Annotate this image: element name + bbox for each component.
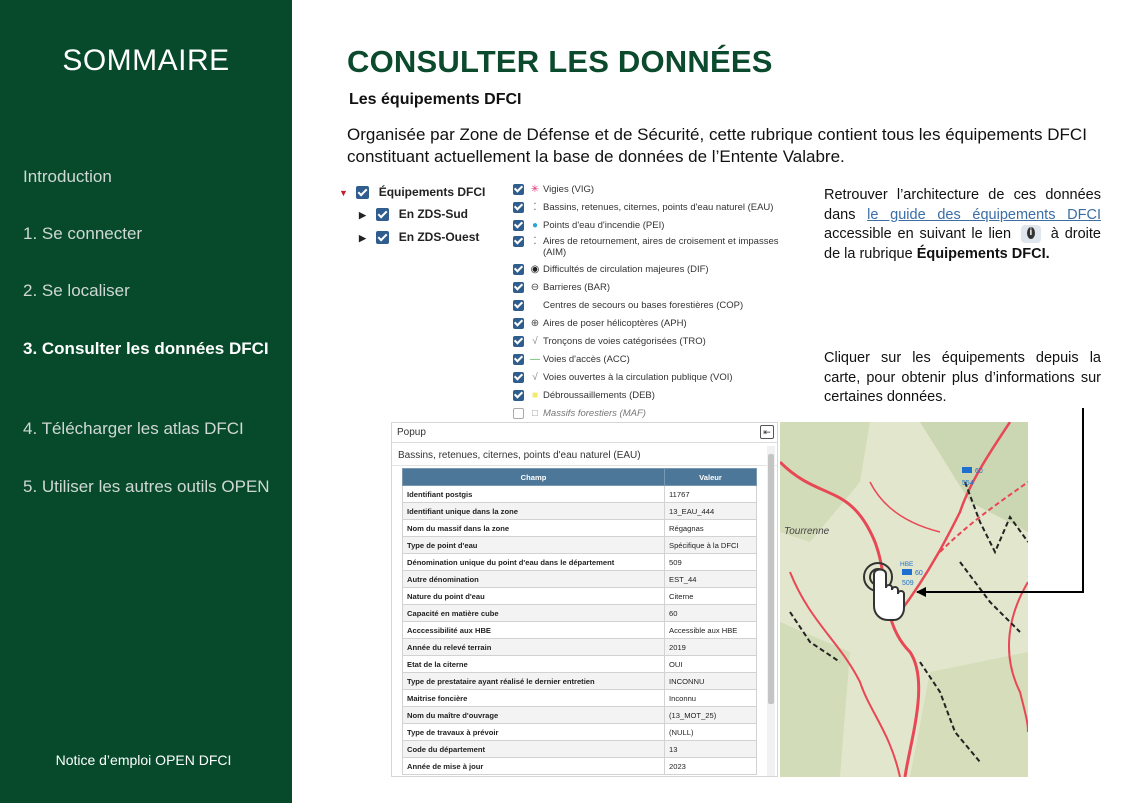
layer-label: Voies ouvertes à la circulation publique (VOI) (543, 372, 733, 384)
table-row (403, 571, 757, 588)
table-row (403, 588, 757, 605)
layer-symbol-icon: ◉ (530, 264, 540, 276)
layer-symbol-icon: ● (531, 220, 539, 232)
layer-label: Vigies (VIG) (543, 184, 595, 196)
field-name-cell: Autre dénomination (403, 571, 665, 588)
table-row (403, 639, 757, 656)
table-row (403, 690, 757, 707)
layer-label-continued: (AIM) (543, 247, 567, 259)
field-value-cell: 2023 (665, 758, 757, 775)
layer-symbol-icon: √ (532, 336, 538, 348)
layer-item[interactable] (513, 390, 655, 401)
layer-label: Barrieres (BAR) (543, 282, 611, 294)
table-row (403, 537, 757, 554)
table-row (403, 673, 757, 690)
field-value-cell: (13_MOT_25) (665, 707, 757, 724)
layer-label: Bassins, retenues, citernes, points d'eau naturel (EAU) (543, 202, 774, 214)
map-view[interactable] (780, 422, 1028, 777)
intro-paragraph: Organisée par Zone de Défense et de Sécurité, cette rubrique contient tous les équipements DFCI constituant actuellement la base de données de l’Entente Valabre. (347, 125, 1087, 166)
tree-item-zds-sud[interactable] (359, 207, 468, 221)
tree-root-label: Équipements DFCI (378, 185, 486, 199)
layer-label: Voies d'accès (ACC) (543, 354, 630, 366)
layer-checkbox[interactable] (513, 220, 524, 231)
popup-panel (391, 422, 778, 777)
sidebar (0, 0, 292, 803)
field-name-cell: Type de point d'eau (403, 537, 665, 554)
map-label-id-top: 554 (962, 480, 974, 487)
layer-label: Tronçons de voies catégorisées (TRO) (543, 336, 706, 348)
field-name-cell: Code du département (403, 741, 665, 758)
field-value-cell: 13_EAU_444 (665, 503, 757, 520)
layer-item[interactable] (513, 264, 709, 275)
field-value-cell: Citerne (665, 588, 757, 605)
layer-checkbox[interactable] (513, 408, 524, 419)
field-name-cell: Dénomination unique du point d'eau dans le département (403, 554, 665, 571)
field-name-cell: Nom du maître d'ouvrage (403, 707, 665, 724)
map-label-capacity: 60 (915, 570, 923, 577)
nav-item-se-localiser[interactable]: 2. Se localiser (23, 281, 130, 300)
layer-symbol-icon: ⊖ (530, 282, 540, 294)
map-label-id: 509 (902, 580, 914, 587)
popup-header-label: Popup (397, 427, 426, 438)
layer-item[interactable] (513, 318, 687, 329)
field-value-cell: Régagnas (665, 520, 757, 537)
layer-checkbox[interactable] (513, 202, 524, 213)
field-value-cell: EST_44 (665, 571, 757, 588)
map-canvas (780, 422, 1028, 777)
table-row (403, 622, 757, 639)
table-row (403, 554, 757, 571)
layer-item[interactable] (513, 236, 779, 258)
layer-label: Points d'eau d'incendie (PEI) (543, 220, 665, 232)
map-label-hbe: HBE (900, 561, 914, 568)
map-label-capacity-top: 60 (975, 468, 983, 475)
nav-item-telecharger-atlas[interactable]: 4. Télécharger les atlas DFCI (23, 419, 244, 438)
layer-item[interactable] (513, 282, 610, 293)
layer-symbol-icon: ⁚ (533, 202, 537, 214)
table-row (403, 503, 757, 520)
layer-label: Aires de poser hélicoptères (APH) (543, 318, 687, 330)
sidebar-title: SOMMAIRE (62, 44, 230, 77)
nav-item-consulter-donnees[interactable]: 3. Consulter les données DFCI (23, 339, 269, 358)
layer-checkbox[interactable] (513, 318, 524, 329)
layer-item[interactable] (513, 202, 773, 213)
layer-symbol-icon: ⊕ (530, 318, 540, 330)
layer-checkbox[interactable] (513, 354, 524, 365)
popup-collapse-icon[interactable]: ⇤ (760, 425, 774, 439)
tree-item-label: En ZDS-Ouest (398, 230, 480, 244)
info-text-middle: accessible en suivant le lien (824, 226, 1017, 242)
popup-layer-title: Bassins, retenues, citernes, points d'eau naturel (EAU) (392, 443, 777, 466)
field-name-cell: Capacité en matière cube (403, 605, 665, 622)
nav-item-introduction[interactable]: Introduction (23, 167, 112, 186)
field-name-cell: Type de prestataire ayant réalisé le dernier entretien (403, 673, 665, 690)
field-value-cell: OUI (665, 656, 757, 673)
layer-label: Aires de retournement, aires de croisement et impasses (543, 236, 779, 248)
tree-item-zds-ouest[interactable] (359, 230, 479, 244)
column-header-champ: Champ (403, 469, 665, 486)
tree-item-checkbox[interactable] (376, 231, 389, 244)
map-place-label: Tourrenne (784, 526, 830, 537)
tree-root-checkbox[interactable] (356, 186, 369, 199)
info-click-text: Cliquer sur les équipements depuis la carte, pour obtenir plus d’informations sur certaines données. (824, 350, 1101, 405)
field-name-cell: Maitrise foncière (403, 690, 665, 707)
table-row (403, 520, 757, 537)
field-value-cell: 13 (665, 741, 757, 758)
layer-symbol-icon: √ (532, 372, 538, 384)
field-name-cell: Nature du point d'eau (403, 588, 665, 605)
layer-label: Débroussaillements (DEB) (543, 390, 655, 402)
guide-link[interactable]: le guide des équipements DFCI (867, 206, 1101, 223)
page-title: CONSULTER LES DONNÉES (347, 44, 773, 79)
layer-symbol-icon: ✳ (530, 184, 540, 196)
field-value-cell: 60 (665, 605, 757, 622)
field-value-cell: Accessible aux HBE (665, 622, 757, 639)
layer-item[interactable] (513, 408, 646, 419)
layer-item[interactable] (513, 336, 706, 347)
layer-checkbox[interactable] (513, 372, 524, 383)
tree-item-checkbox[interactable] (376, 208, 389, 221)
info-icon[interactable] (1021, 225, 1041, 243)
table-row (403, 741, 757, 758)
table-row (403, 486, 757, 503)
layer-label: Centres de secours ou bases forestières (COP) (543, 300, 744, 312)
layer-symbol-icon: ■ (531, 390, 539, 402)
layer-item[interactable] (513, 184, 594, 195)
expanded-arrow-icon[interactable]: ▼ (339, 188, 348, 198)
sidebar-footer: Notice d’emploi OPEN DFCI (55, 752, 232, 768)
table-row (403, 724, 757, 741)
scrollbar-thumb[interactable] (768, 454, 774, 704)
collapsed-arrow-icon[interactable]: ▶ (359, 210, 366, 220)
field-name-cell: Etat de la citerne (403, 656, 665, 673)
layer-symbol-icon: — (530, 354, 540, 366)
info-text-after: à droite de la rubrique (824, 226, 1101, 262)
layer-label: Massifs forestiers (MAF) (543, 408, 646, 420)
table-row (403, 758, 757, 775)
layer-item[interactable] (513, 372, 733, 383)
field-name-cell: Année du relevé terrain (403, 639, 665, 656)
layer-symbol-icon: □ (531, 408, 539, 420)
layer-checkbox[interactable] (513, 336, 524, 347)
field-name-cell: Identifiant unique dans la zone (403, 503, 665, 520)
column-header-valeur: Valeur (665, 469, 757, 486)
layer-symbol-icon: ⁚ (533, 236, 537, 248)
layer-checkbox[interactable] (513, 282, 524, 293)
layer-checkbox[interactable] (513, 184, 524, 195)
table-row (403, 707, 757, 724)
field-name-cell: Nom du massif dans la zone (403, 520, 665, 537)
field-value-cell: 11767 (665, 486, 757, 503)
popup-scrollbar[interactable] (767, 446, 775, 776)
info-text-start: Retrouver l’architecture de ces données dans (824, 187, 1101, 223)
layer-checkbox[interactable] (513, 236, 524, 247)
layer-checkbox[interactable] (513, 390, 524, 401)
popup-header (392, 423, 777, 443)
info-guide-text (824, 186, 1101, 264)
attribute-table (402, 468, 757, 775)
layer-checkbox[interactable] (513, 264, 524, 275)
section-subtitle: Les équipements DFCI (349, 91, 522, 108)
layer-item[interactable] (513, 220, 664, 231)
layer-item[interactable] (513, 300, 743, 311)
layer-label: Difficultés de circulation majeures (DIF) (543, 264, 709, 276)
field-value-cell: (NULL) (665, 724, 757, 741)
nav-item-se-connecter[interactable]: 1. Se connecter (23, 224, 143, 243)
field-name-cell: Acccessibilité aux HBE (403, 622, 665, 639)
table-row (403, 605, 757, 622)
table-row (403, 656, 757, 673)
layer-item[interactable] (513, 354, 630, 365)
layer-checkbox[interactable] (513, 300, 524, 311)
field-name-cell: Année de mise à jour (403, 758, 665, 775)
field-value-cell: INCONNU (665, 673, 757, 690)
collapsed-arrow-icon[interactable]: ▶ (359, 233, 366, 243)
field-value-cell: 2019 (665, 639, 757, 656)
field-value-cell: 509 (665, 554, 757, 571)
field-value-cell: Inconnu (665, 690, 757, 707)
tree-root[interactable] (339, 185, 485, 199)
field-name-cell: Identifiant postgis (403, 486, 665, 503)
info-text-bold: Équipements DFCI. (916, 245, 1050, 262)
field-name-cell: Type de travaux à prévoir (403, 724, 665, 741)
tree-item-label: En ZDS-Sud (398, 207, 469, 221)
field-value-cell: Spécifique à la DFCI (665, 537, 757, 554)
nav-item-autres-outils[interactable]: 5. Utiliser les autres outils OPEN (23, 477, 270, 496)
